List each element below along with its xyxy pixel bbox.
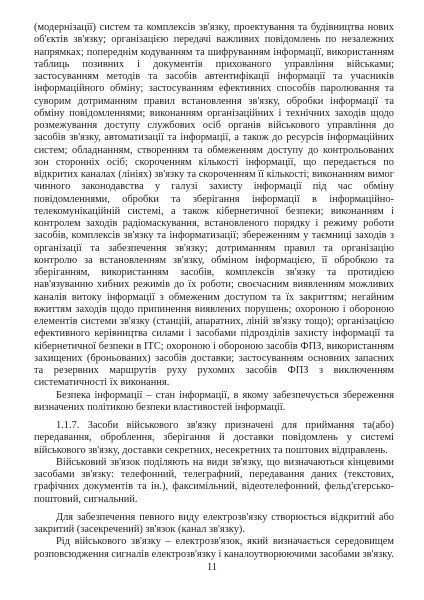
- paragraph-types-of-communication: Військовий зв'язок поділяють на види зв'язку, що визначаються кінцевими засобами зв'язку: телефонний, телеграфний, передавання даних (текстових, графічних документів та ін.), факсимільний, відеотелефонний, фельд'єгерсько-поштовий, сигнальний.: [34, 456, 394, 505]
- page-number: 11: [206, 562, 218, 573]
- paragraph-security-measures: (модернізації) систем та комплексів зв'язку, проектування та будівництва нових об'єктів зв'язку; організацією передачі важливих повідомлень по незалежних напрямках; попереднім кодуванням та шифруванням інформації, використанням таблиць позивних і документів прихованого управління військами; застосуванням методів та засобів автентифікації інформації та учасників інформаційного обміну; застосуванням ефективних способів паролювання та суворим дотриманням правил встановлення зв'язку, обробки інформації та обміну повідомленнями; виконанням організаційних і технічних заходів щодо розмежування доступу службових осіб органів військового управління до засобів зв'язку, автоматизації та інформації, а також до ресурсів інформаційних систем; обладнанням, створенням та обмеженням доступу до контрольованих зон сторонніх осіб; скороченням кількості інформації, що передається по відкритих каналах (лініях) зв'язку та скороченням її кількості; виконанням вимог чинного законодавства у галузі захисту інформації під час обміну повідомленнями, обробки та зберігання інформації в інформаційно-телекомунікаційній системі, а також кібернетичної безпеки; виконанням і контролем заходів радіомаскування, встановленого порядку і режиму роботи засобів, комплексів зв'язку та інформатизації; збереженням у таємниці заходів з організації та забезпечення зв'язку; дотриманням правил та організацію контролю за встановленням зв'язку, обміном інформацією, її обробкою та зберіганням, використанням засобів, комплексів зв'язку та протидією нав'язуванню хибних режимів до їх роботи; своєчасним виявленням можливих каналів витоку інформації з обмеженим доступом та їх закриттям; негайним вжиттям заходів щодо припинення виявлених порушень; охороною і обороною елементів системи зв'язку (станцій, апаратних, ліній зв'язку тощо); організацією ефективного керівництва силами і засобами підрозділів захисту інформації та кібернетичної безпеки в ІТС; охороною і обороною засобів ФПЗ, використанням захищених (броньованих) засобів доставки; застосуванням основних запасних та резервних маршрутів руху рухомих засобів ФПЗ з виключенням систематичності їх виконання.: [34, 22, 394, 389]
- paragraph-communication-kind: Рід військового зв'язку – електрозв'язок, який визначається середовищем розповсюдження сигналів електрозв'язку і каналоутворюючими засобами зв'язку.: [34, 536, 394, 560]
- paragraph-information-security-definition: Безпека інформації – стан інформації, в якому забезпечується збереження визначених політикою безпеки властивостей інформації.: [34, 389, 394, 413]
- page-body: [34, 22, 394, 561]
- paragraph-open-closed-communication: Для забезпечення певного виду електрозв'язку створюється відкритий або закритий (засекречений) зв'язок (канал зв'язку).: [34, 511, 394, 535]
- paragraph-section-1-1-7: 1.1.7. Засоби військового зв'язку призначені для приймання та(або) передавання, оброблення, зберігання й доставки повідомлень у системі військового зв'язку, доставки секретних, несекретних та поштових відправлень.: [34, 420, 394, 456]
